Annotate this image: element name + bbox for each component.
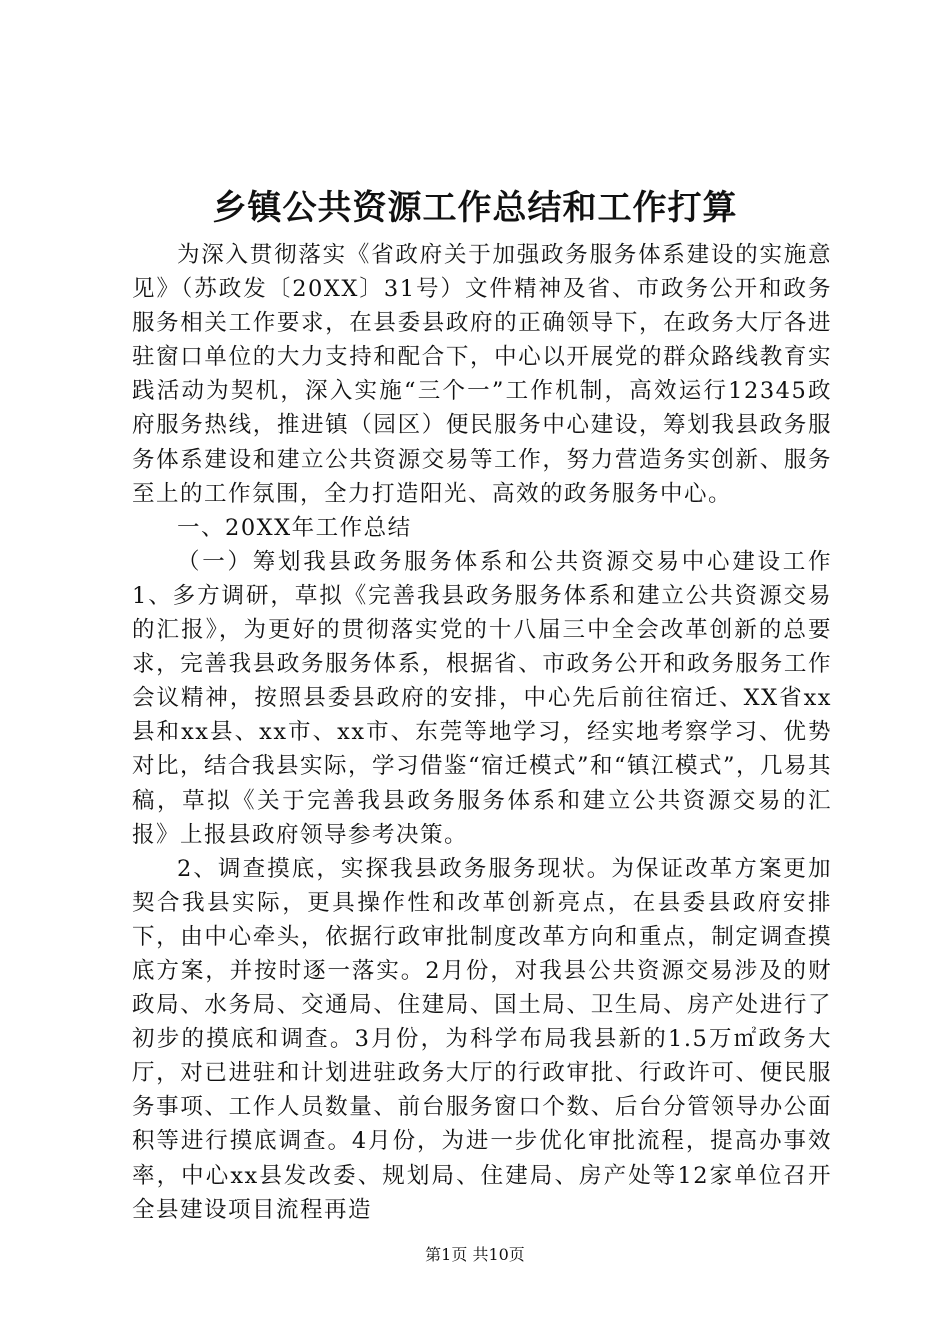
section-heading: 一、20XX年工作总结 bbox=[177, 514, 412, 541]
paragraph-intro: 为深入贯彻落实《省政府关于加强政务服务体系建设的实施意见》（苏政发〔20XX〕31号）文件精神及省、市政务公开和政务服务相关工作要求，在县委县政府的正确领导下，在政务大厅各进驻窗口单位的大力支持和配合下，中心以开展党的群众路线教育实践活动为契机，深入实施“三个一”工作机制，高效运行12345政府服务热线，推进镇（园区）便民服务中心建设，筹划我县政务服务体系建设和建立公共资源交易等工作，努力营造务实创新、服务至上的工作氛围，全力打造阳光、高效的政务服务中心。 bbox=[132, 242, 832, 507]
document-title: 乡镇公共资源工作总结和工作打算 bbox=[212, 188, 738, 228]
page-number-footer: 第1页 共10页 bbox=[425, 1245, 525, 1264]
paragraph-section-2: 2、调查摸底，实探我县政务服务现状。为保证改革方案更加契合我县实际，更具操作性和改革创新亮点，在县委县政府安排下，由中心牵头，依据行政审批制度改革方向和重点，制定调查摸底方案，并按时逐一落实。2月份，对我县公共资源交易涉及的财政局、水务局、交通局、住建局、国土局、卫生局、房产处进行了初步的摸底和调查。3月份，为科学布局我县新的1.5万㎡政务大厅，对已进驻和计划进驻政务大厅的行政审批、行政许可、便民服务事项、工作人员数量、前台服务窗口个数、后台分管领导办公面积等进行摸底调查。4月份，为进一步优化审批流程，提高办事效率，中心xx县发改委、规划局、住建局、房产处等12家单位召开全县建设项目流程再造 bbox=[132, 855, 832, 1223]
document-body bbox=[132, 238, 832, 1227]
paragraph-section-1: （一）筹划我县政务服务体系和公共资源交易中心建设工作1、多方调研，草拟《完善我县政务服务体系和建立公共资源交易的汇报》，为更好的贯彻落实党的十八届三中全会改革创新的总要求，完善我县政务服务体系，根据省、市政务公开和政务服务工作会议精神，按照县委县政府的安排，中心先后前往宿迁、XX省xx县和xx县、xx市、xx市、东莞等地学习，经实地考察学习、优势对比，结合我县实际，学习借鉴“宿迁模式”和“镇江模式”，几易其稿，草拟《关于完善我县政务服务体系和建立公共资源交易的汇报》上报县政府领导参考决策。 bbox=[132, 548, 833, 848]
